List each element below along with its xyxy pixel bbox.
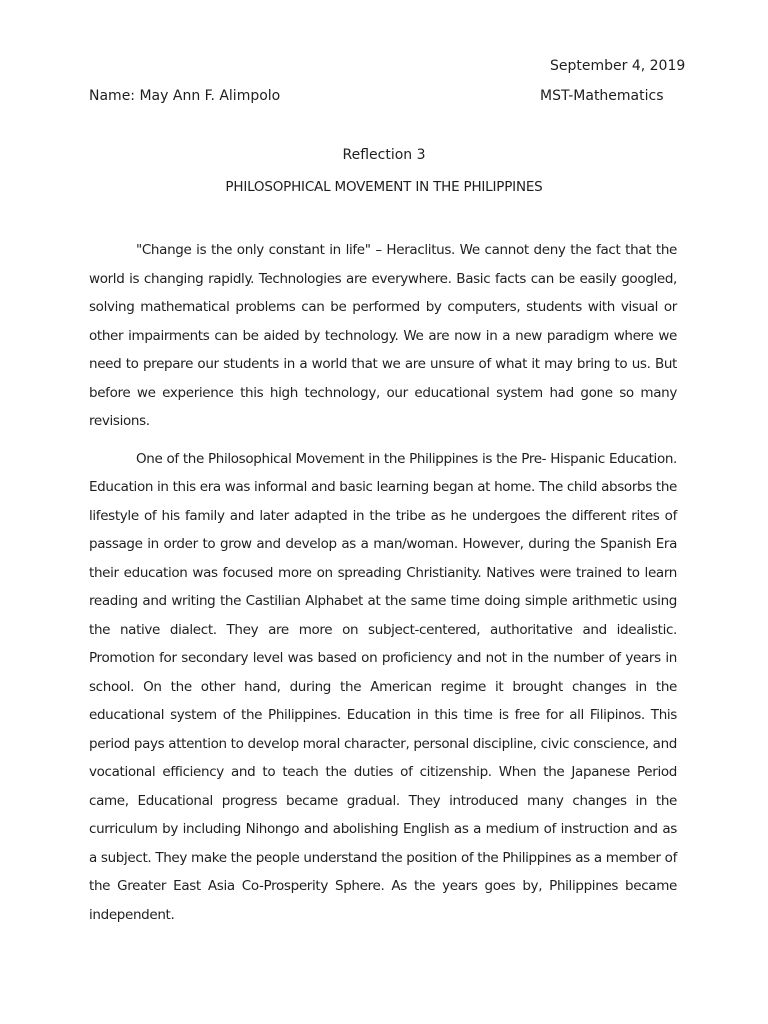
body-paragraph: "Change is the only constant in life" – Heraclitus. We cannot deny the fact that the world is changing rapidly. Technologies are everywhere. Basic facts can be easily googled, solving mathematical problems can be performed by computers, students with visual or other impairments can be aided by technology. We are now in a new paradigm where we need to prepare our students in a world that we are unsure of what it may bring to us. But before we experience this high technology, our educational system had gone so many revisions. <box>89 242 677 429</box>
author-name: Name: May Ann F. Alimpolo <box>89 88 281 104</box>
body-paragraph: One of the Philosophical Movement in the Philippines is the Pre- Hispanic Education. Education in this era was informal and basic learning began at home. The child absorbs the lifestyle of his family and later adapted in the tribe as he undergoes the different rites of passage in order to grow and develop as a man/woman. However, during the Spanish Era their education was focused more on spreading Christianity. Natives were trained to learn reading and writing the Castilian Alphabet at the same time doing simple arithmetic using the native dialect. They are more on subject-centered, authoritative and idealistic. Promotion for secondary level was based on proficiency and not in the number of years in school. On the other hand, during the American regime it brought changes in the educational system of the Philippines. Education in this time is free for all Filipinos. This period pays attention to develop moral character, personal discipline, civic conscience, and vocational efficiency and to teach the duties of citizenship. When the Japanese Period came, Educational progress became gradual. They introduced many changes in the curriculum by including Nihongo and abolishing English as a medium of instruction and as a subject. They make the people understand the position of the Philippines as a member of the Greater East Asia Co-Prosperity Sphere. As the years goes by, Philippines became independent. <box>89 450 677 923</box>
document-subtitle: PHILOSOPHICAL MOVEMENT IN THE PHILIPPINES <box>225 179 543 195</box>
program-label: MST-Mathematics <box>540 88 664 104</box>
document-title: Reflection 3 <box>342 147 426 163</box>
document-date: September 4, 2019 <box>550 58 686 74</box>
document-body <box>89 236 677 938</box>
